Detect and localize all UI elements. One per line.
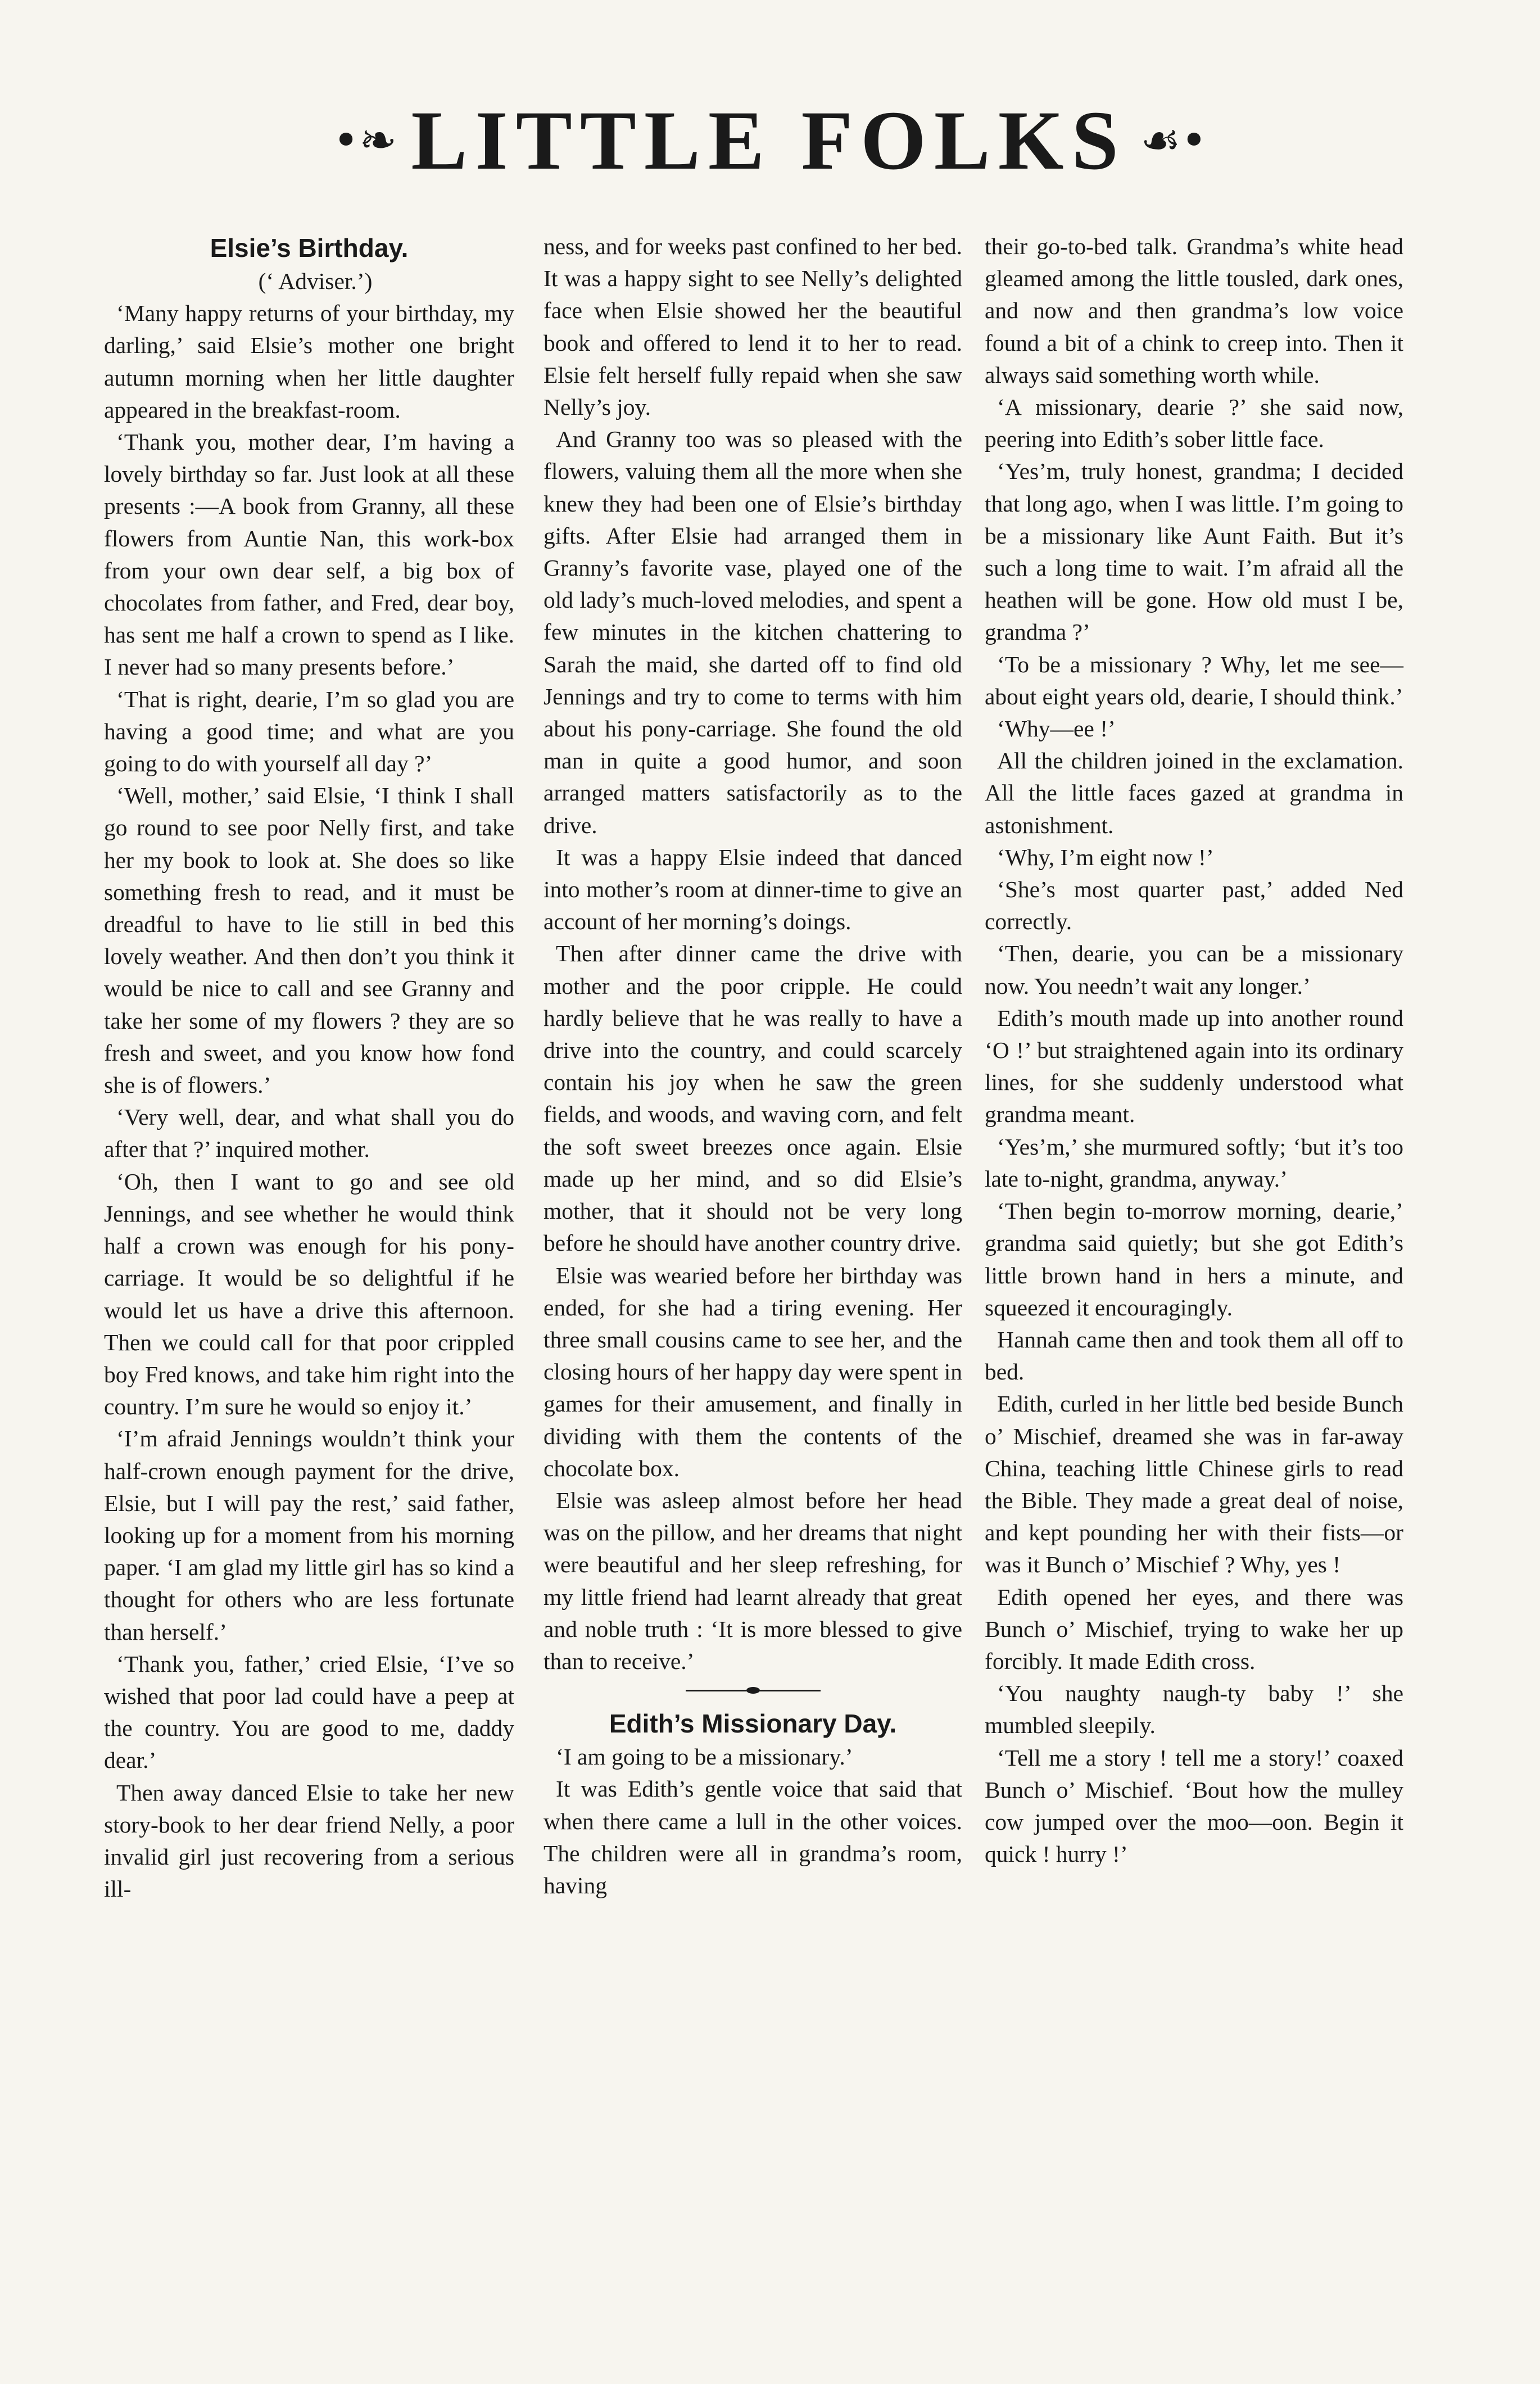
paragraph: And Granny too was so pleased with the flowers, valuing them all the more when she knew they had been one of Elsie’s birthday gifts. After Elsie had arranged them in Granny’s favorite vase, played one of the old lady’s much-loved melodies, and spent a few minutes in the kitchen chattering to Sarah the maid, she darted off to find old Jennings and try to come to terms with him about his pony-carriage. She found the old man in quite a good humor, and soon arranged matters satisfactorily as to the drive. xyxy=(543,426,962,838)
paragraph: All the children joined in the exclamation. All the little faces gazed at grandma in astonishment. xyxy=(985,748,1403,838)
paragraph: Then after dinner came the drive with mother and the poor cripple. He could hardly believe that he was really to have a drive into the country, and could scarcely contain his joy when he saw the green fields, and woods, and waving corn, and felt the soft sweet breezes once again. Elsie made up her mind, and so did Elsie’s mother, that it should not be very long before he should have another country drive. xyxy=(543,940,962,1256)
paragraph: It was a happy Elsie indeed that danced into mother’s room at dinner-time to give an account of her morning’s doings. xyxy=(543,844,962,935)
column-2 xyxy=(543,230,962,1902)
left-ornament-icon: •❧ xyxy=(333,114,397,166)
paragraph: ‘Well, mother,’ said Elsie, ‘I think I shall go round to see poor Nelly first, and take her my book to look at. She does so like something fresh to read, and it must be dreadful to have to lie still in bed this lovely weather. And then don’t you think it would be nice to call and see Granny and take her some of my flowers ? they are so fresh and sweet, and you know how fond she is of flowers.’ xyxy=(104,782,514,1098)
paragraph: ‘Then begin to-morrow morning, dearie,’ grandma said quietly; but she got Edith’s little brown hand in hers a minute, and squeezed it encouragingly. xyxy=(985,1198,1403,1320)
paragraph: ‘Why, I’m eight now !’ xyxy=(997,844,1214,870)
paragraph: ‘Why—ee !’ xyxy=(997,716,1116,742)
paragraph: Edith, curled in her little bed beside Bunch o’ Mischief, dreamed she was in far-away China, teaching little Chinese girls to read the Bible. They made a great deal of noise, and kept pounding her with their fists—or was it Bunch o’ Mischief ? Why, yes ! xyxy=(985,1391,1403,1578)
paragraph: Hannah came then and took them all off to bed. xyxy=(985,1326,1403,1385)
paragraph: Edith’s mouth made up into another round ‘O !’ but straightened again into its ordinary lines, for she suddenly understood what grandma meant. xyxy=(985,1005,1403,1128)
paragraph: ‘Thank you, father,’ cried Elsie, ‘I’ve so wished that poor lad could have a peep at the country. You are good to me, daddy dear.’ xyxy=(104,1650,514,1774)
masthead xyxy=(0,94,1540,187)
paragraph: ness, and for weeks past confined to her bed. It was a happy sight to see Nelly’s delighted face when Elsie showed her the beautiful book and offered to lend it to her to read. Elsie felt herself fully repaid when she saw Nelly’s joy. xyxy=(543,233,962,420)
paragraph: ‘Many happy returns of your birthday, my darling,’ said Elsie’s mother one bright autumn morning when her little daughter appeared in the breakfast-room. xyxy=(104,300,514,423)
paragraph: ‘Thank you, mother dear, I’m having a lovely birthday so far. Just look at all these presents :—A book from Granny, all these flowers from Auntie Nan, this work-box from your own dear self, a big box of chocolates from father, and Fred, dear boy, has sent me half a crown to spend as I like. I never had so many presents before.’ xyxy=(104,429,514,680)
paragraph: Elsie was asleep almost before her head was on the pillow, and her dreams that night were beautiful and her sleep refreshing, for my little friend had learnt already that great and noble truth : ‘It is more blessed to give than to receive.’ xyxy=(543,1487,962,1674)
paragraph: ‘A missionary, dearie ?’ she said now, peering into Edith’s sober little face. xyxy=(985,394,1403,453)
paragraph: ‘Then, dearie, you can be a missionary now. You needn’t wait any longer.’ xyxy=(985,940,1403,999)
story-byline: (‘ Adviser.’) xyxy=(258,268,373,294)
paragraph: ‘Very well, dear, and what shall you do after that ?’ inquired mother. xyxy=(104,1104,514,1162)
paragraph: ‘She’s most quarter past,’ added Ned correctly. xyxy=(985,876,1403,935)
paragraph: It was Edith’s gentle voice that said that when there came a lull in the other voices. The children were all in grandma’s room, having xyxy=(543,1776,962,1898)
column-1 xyxy=(104,230,514,1905)
paragraph: ‘Oh, then I want to go and see old Jennings, and see whether he would think half a crown was enough for his pony-carriage. It would be so delightful if he would let us have a drive this afternoon. Then we could call for that poor crippled boy Fred knows, and take him right into the country. I’m sure he would so enjoy it.’ xyxy=(104,1168,514,1420)
paragraph: Then away danced Elsie to take her new story-book to her dear friend Nelly, a poor invalid girl just recovering from a serious ill- xyxy=(104,1779,514,1902)
paragraph: their go-to-bed talk. Grandma’s white head gleamed among the little tousled, dark ones, and now and then grandma’s low voice found a bit of a chink to creep into. Then it always said something worth while. xyxy=(985,233,1403,388)
story-divider xyxy=(686,1690,821,1691)
story-title-edith: Edith’s Missionary Day. xyxy=(609,1709,897,1739)
story-title-elsie: Elsie’s Birthday. xyxy=(210,233,409,263)
paragraph: ‘Tell me a story ! tell me a story!’ coaxed Bunch o’ Mischief. ‘Bout how the mulley cow jumped over the moo—oon. Begin it quick ! hurry !’ xyxy=(985,1744,1403,1867)
right-ornament-icon: ☙• xyxy=(1140,114,1207,166)
paragraph: Elsie was wearied before her birthday was ended, for she had a tiring evening. Her three small cousins came to see her, and the closing hours of her happy day were spent in games for their amusement, and finally in dividing with them the contents of the chocolate box. xyxy=(543,1262,962,1481)
paragraph: Edith opened her eyes, and there was Bunch o’ Mischief, trying to wake her up forcibly. It made Edith cross. xyxy=(985,1584,1403,1674)
paragraph: ‘I’m afraid Jennings wouldn’t think your half-crown enough payment for the drive, Elsie, but I will pay the rest,’ said father, looking up for a moment from his morning paper. ‘I am glad my little girl has so kind a thought for others who are less fortunate than herself.’ xyxy=(104,1426,514,1645)
paragraph: ‘To be a missionary ? Why, let me see—about eight years old, dearie, I should think.’ xyxy=(985,651,1403,709)
paragraph: ‘That is right, dearie, I’m so glad you are having a good time; and what are you going to do with yourself all day ?’ xyxy=(104,686,514,777)
paragraph: ‘I am going to be a missionary.’ xyxy=(556,1744,853,1770)
paragraph: ‘Yes’m, truly honest, grandma; I decided that long ago, when I was little. I’m going to be a missionary like Aunt Faith. But it’s such a long time to wait. I’m afraid all the heathen will be gone. How old must I be, grandma ?’ xyxy=(985,458,1403,645)
column-3 xyxy=(985,230,1403,1870)
paragraph: ‘You naughty naugh-ty baby !’ she mumbled sleepily. xyxy=(985,1680,1403,1739)
paragraph: ‘Yes’m,’ she murmured softly; ‘but it’s too late to-night, grandma, anyway.’ xyxy=(985,1133,1403,1192)
page-title: LITTLE FOLKS xyxy=(411,94,1126,187)
